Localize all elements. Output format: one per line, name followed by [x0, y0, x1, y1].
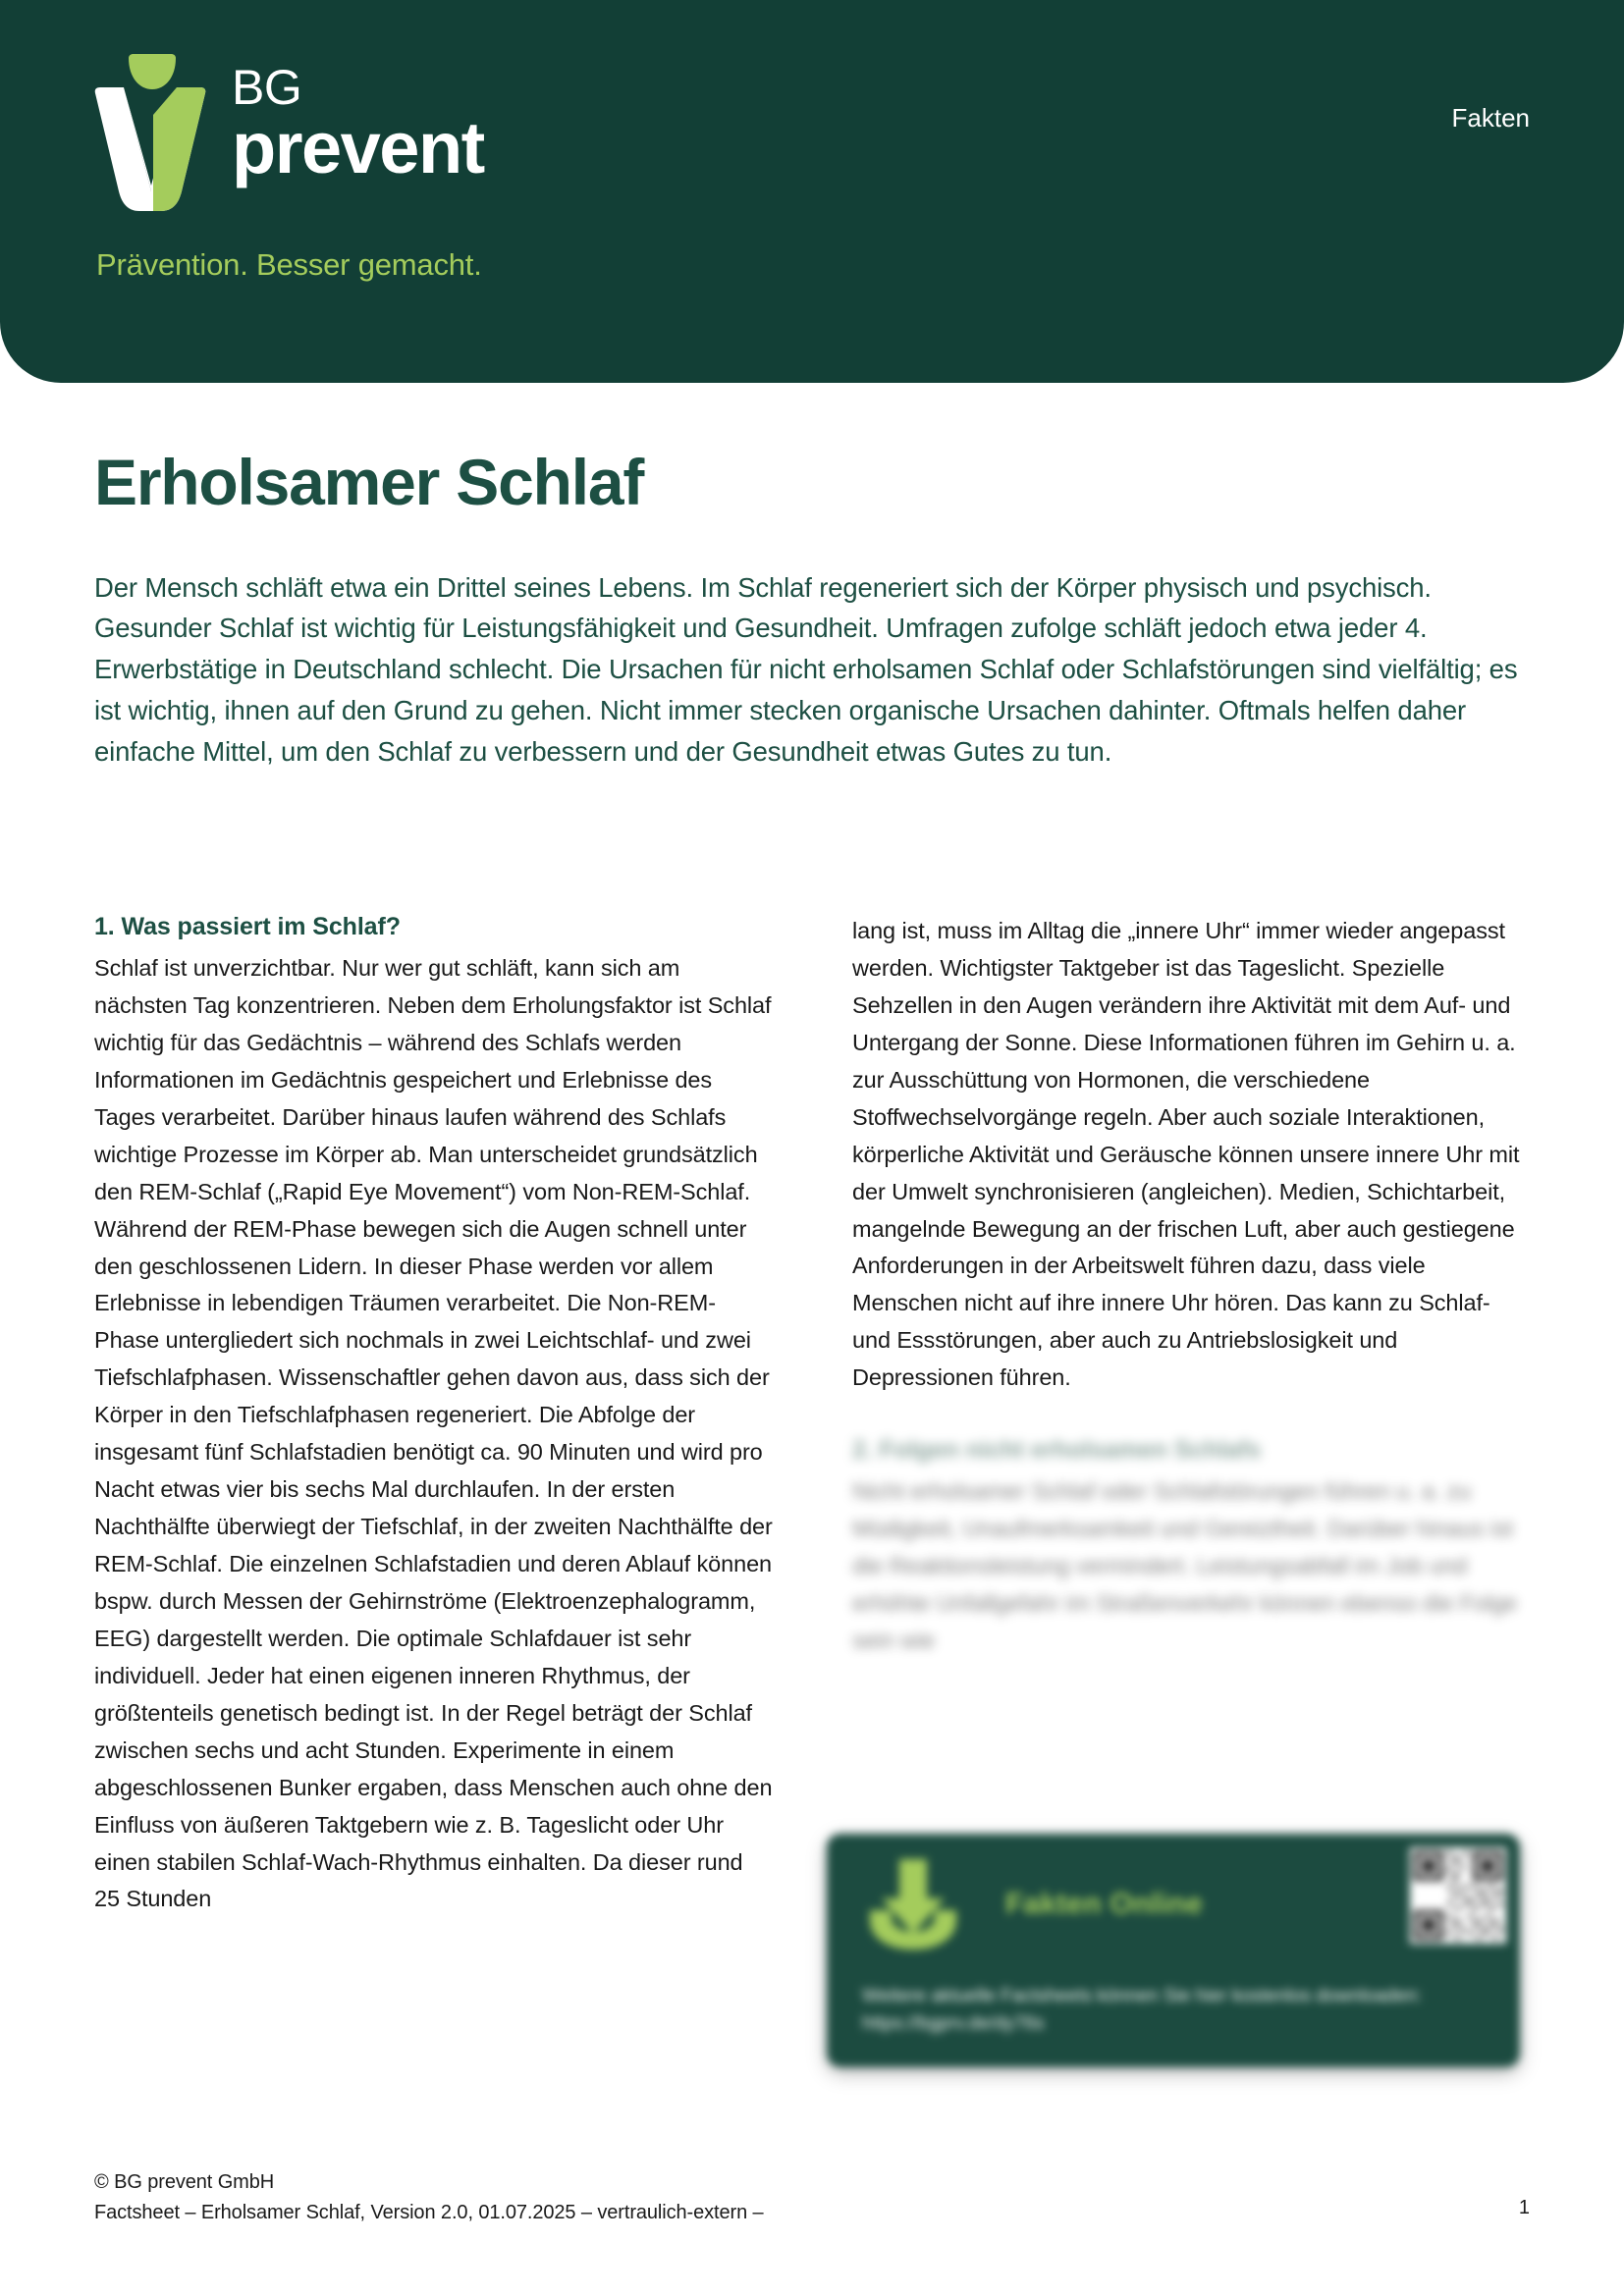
obscured-section-2	[852, 1436, 1532, 1660]
header-category-label: Fakten	[1451, 103, 1530, 133]
logo-text-prevent: prevent	[232, 107, 484, 188]
page-header	[0, 0, 1624, 383]
section-heading-1: 1. Was passiert im Schlaf?	[94, 913, 401, 940]
brand-tagline: Prävention. Besser gemacht.	[96, 247, 482, 282]
section-body-1	[94, 950, 774, 1918]
download-icon	[860, 1855, 966, 1953]
section-body-2	[852, 1473, 1532, 1660]
paragraph: Nicht erholsamer Schlaf oder Schlafstörungen führen u. a. zu Müdigkeit, Unaufmerksamkeit und Gereiztheit. Darüber hinaus ist die Reaktionsleistung vermindert. Leistungsabfall im Job und erhöhte Unfallgefahr im Straßenverkehr können ebenso die Folge sein wie	[852, 1478, 1518, 1653]
column-left	[94, 913, 774, 1918]
footer-copyright: © BG prevent GmbH	[94, 2171, 275, 2193]
cta-title: Fakten Online	[1005, 1888, 1203, 1920]
document-intro	[94, 447, 1530, 773]
column-right	[852, 913, 1532, 1918]
page-title: Erholsamer Schlaf	[94, 446, 644, 518]
fakten-online-card[interactable]	[827, 1834, 1520, 2067]
footer-meta: Factsheet – Erholsamer Schlaf, Version 2.0, 01.07.2025 – vertraulich-extern –	[94, 2202, 764, 2223]
paragraph: Schlaf ist unverzichtbar. Nur wer gut schläft, kann sich am nächsten Tag konzentrieren. Neben dem Erholungsfaktor ist Schlaf wichtig für das Gedächtnis – während des Schlafs werden Informationen im Gedächtnis gespeichert und Erlebnisse des Tages verarbeitet. Darüber hinaus laufen während des Schlafs wichtige Prozesse im Körper ab. Man unterscheidet grundsätzlich den REM-Schlaf („Rapid Eye Movement“) vom Non-REM-Schlaf. Während der REM-Phase bewegen sich die Augen schnell unter den geschlossenen Lidern. In dieser Phase werden vor allem Erlebnisse in lebendigen Träumen verarbeitet. Die Non-REM-Phase untergliedert sich nochmals in zwei Leichtschlaf- und zwei Tiefschlafphasen. Wissenschaftler gehen davon aus, dass sich der Körper in den Tiefschlafphasen regeneriert. Die Abfolge der insgesamt fünf Schlafstadien benötigt ca. 90 Minuten und wird pro Nacht etwas vier bis sechs Mal durchlaufen. In der ersten Nachthälfte überwiegt der Tiefschlaf, in der zweiten Nachthälfte der REM-Schlaf. Die einzelnen Schlafstadien und deren Ablauf können bspw. durch Messen der Gehirnströme (Elektroenzephalogramm, EEG) dargestellt werden. Die optimale Schlafdauer ist sehr individuell. Jeder hat einen eigenen inneren Rhythmus, der größtenteils genetisch bedingt ist. In der Regel beträgt der Schlaf zwischen sechs und acht Stunden. Experimente in einem abgeschlossenen Bunker ergaben, dass Menschen auch ohne den Einfluss von äußeren Taktgebern wie z. B. Tageslicht oder Uhr einen stabilen Schlaf-Wach-Rhythmus einhalten. Da dieser rund 25 Stunden	[94, 955, 773, 1912]
logo-text-bg: BG	[232, 60, 302, 115]
lead-paragraph: Der Mensch schläft etwa ein Drittel seines Lebens. Im Schlaf regeneriert sich der Körper physisch und psychisch. Gesunder Schlaf ist wichtig für Leistungsfähigkeit und Gesundheit. Umfragen zufolge schläft jedoch etwa jeder 4. Erwerbstätige in Deutschland schlecht. Die Ursachen für nicht erholsamen Schlaf oder Schlafstörungen sind vielfältig; es ist wichtig, ihnen auf den Grund zu gehen. Nicht immer stecken organische Ursachen dahinter. Oftmals helfen daher einfache Mittel, um den Schlaf zu verbessern und der Gesundheit etwas Gutes zu tun.	[94, 571, 1518, 767]
page-footer	[94, 2167, 1530, 2228]
qr-code[interactable]	[1410, 1847, 1506, 1944]
two-column-body	[94, 913, 1532, 1918]
cta-header-row	[860, 1855, 1203, 1953]
footer-text-block	[94, 2167, 764, 2228]
section-body-1-continued	[852, 913, 1532, 1397]
brand-logo	[94, 54, 484, 211]
section-heading-2: 2. Folgen nicht erholsamen Schlafs	[852, 1436, 1262, 1465]
paragraph: lang ist, muss im Alltag die „innere Uhr“ immer wieder angepasst werden. Wichtigster Taktgeber ist das Tageslicht. Spezielle Sehzellen in den Augen verändern ihre Aktivität mit dem Auf- und Untergang der Sonne. Diese Informationen führen im Gehirn u. a. zur Ausschüttung von Hormonen, die verschiedene Stoffwechselvorgänge regeln. Aber auch soziale Interaktionen, körperliche Aktivität und Geräusche können unsere innere Uhr mit der Umwelt synchronisieren (angleichen). Medien, Schichtarbeit, mangelnde Bewegung an der frischen Luft, aber auch gestiegene Anforderungen in der Arbeitswelt führen dazu, dass viele Menschen nicht auf ihre innere Uhr hören. Das kann zu Schlaf- und Essstörungen, aber auch zu Antriebslosigkeit und Depressionen führen.	[852, 918, 1520, 1391]
bg-prevent-logo-mark	[94, 54, 214, 211]
cta-body-text: Weitere aktuelle Factsheets können Sie hier kostenlos downloaden: https://bgprv.de/dy76s	[862, 1986, 1422, 2034]
page-number: 1	[1518, 2197, 1530, 2218]
